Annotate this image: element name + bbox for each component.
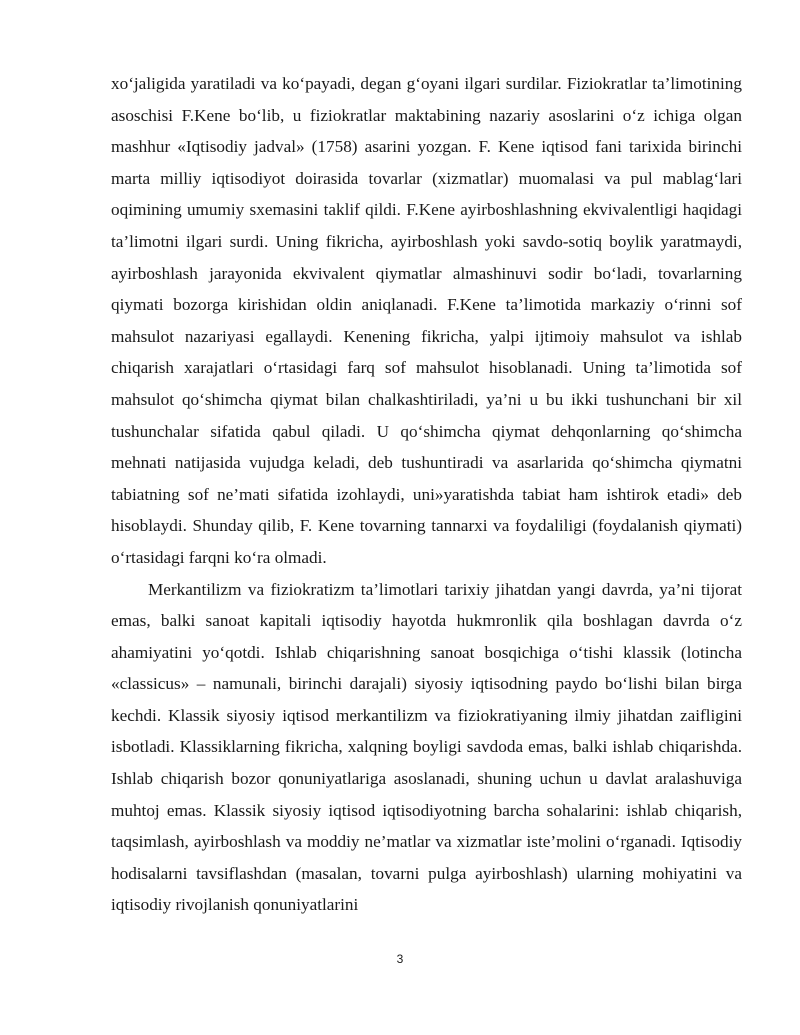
paragraph-classical-political-economy: Merkantilizm va fiziokratizm ta’limotlari tarixiy jihatdan yangi davrda, ya’ni tijorat emas, balki sanoat kapitali iqtisodiy hayotda hukmronlik qila boshlagan davrda o‘z ahamiyatini yo‘qotdi. Ishlab chiqarishning sanoat bosqichiga o‘tishi klassik (lotincha «classicus» – namunali, birinchi darajali) siyosiy iqtisodning paydo bo‘lishi bilan birga kechdi. Klassik siyosiy iqtisod merkantilizm va fiziokratiyaning ilmiy jihatdan zaifligini isbotladi. Klassiklarning fikricha, xalqning boyligi savdoda emas, balki ishlab chiqarishda. Ishlab chiqarish bozor qonuniyatlariga asoslanadi, shuning uchun u davlat aralashuviga muhtoj emas. Klassik siyosiy iqtisod iqtisodiyotning barcha sohalarini: ishlab chiqarish, taqsimlash, ayirboshlash va moddiy ne’matlar va xizmatlar iste’molini o‘rganadi. Iqtisodiy hodisalarni tavsiflashdan (masalan, tovarni pulga ayirboshlash) ularning mohiyatini va iqtisodiy rivojlanish qonuniyatlarini <box>111 579 742 915</box>
page-number: 3 <box>396 952 404 966</box>
document-body <box>111 68 742 921</box>
paragraph-kene-physiocrats: xo‘jaligida yaratiladi va ko‘payadi, degan g‘oyani ilgari surdilar. Fiziokratlar ta’limotining asoschisi F.Kene bo‘lib, u fiziokratlar maktabining nazariy asoslarini o‘z ichiga olgan mashhur «Iqtisodiy jadval» (1758) asarini yozgan. F. Kene iqtisod fani tarixida birinchi marta milliy iqtisodiyot doirasida tovarlar (xizmatlar) muomalasi va pul mablag‘lari oqimining umumiy sxemasini taklif qildi. F.Kene ayirboshlashning ekvivalentligi haqidagi ta’limotni ilgari surdi. Uning fikricha, ayirboshlash yoki savdo-sotiq boylik yaratmaydi, ayirboshlash jarayonida ekvivalent qiymatlar almashinuvi sodir bo‘ladi, tovarlarning qiymati bozorga kirishidan oldin aniqlanadi. F.Kene ta’limotida markaziy o‘rinni sof mahsulot nazariyasi egallaydi. Kenening fikricha, yalpi ijtimoiy mahsulot va ishlab chiqarish xarajatlari o‘rtasidagi farq sof mahsulot hisoblanadi. Uning ta’limotida sof mahsulot qo‘shimcha qiymat bilan chalkashtiriladi, ya’ni u bu ikki tushunchani bir xil tushunchalar sifatida qabul qiladi. U qo‘shimcha qiymat dehqonlarning qo‘shimcha mehnati natijasida vujudga keladi, deb tushuntiradi va asarlarida qo‘shimcha qiymatni tabiatning sof ne’mati sifatida izohlaydi, uni»yaratishda tabiat ham ishtirok etadi» deb hisoblaydi. Shunday qilib, F. Kene tovarning tannarxi va foydaliligi (foydalanish qiymati) o‘rtasidagi farqni ko‘ra olmadi. <box>111 74 742 567</box>
